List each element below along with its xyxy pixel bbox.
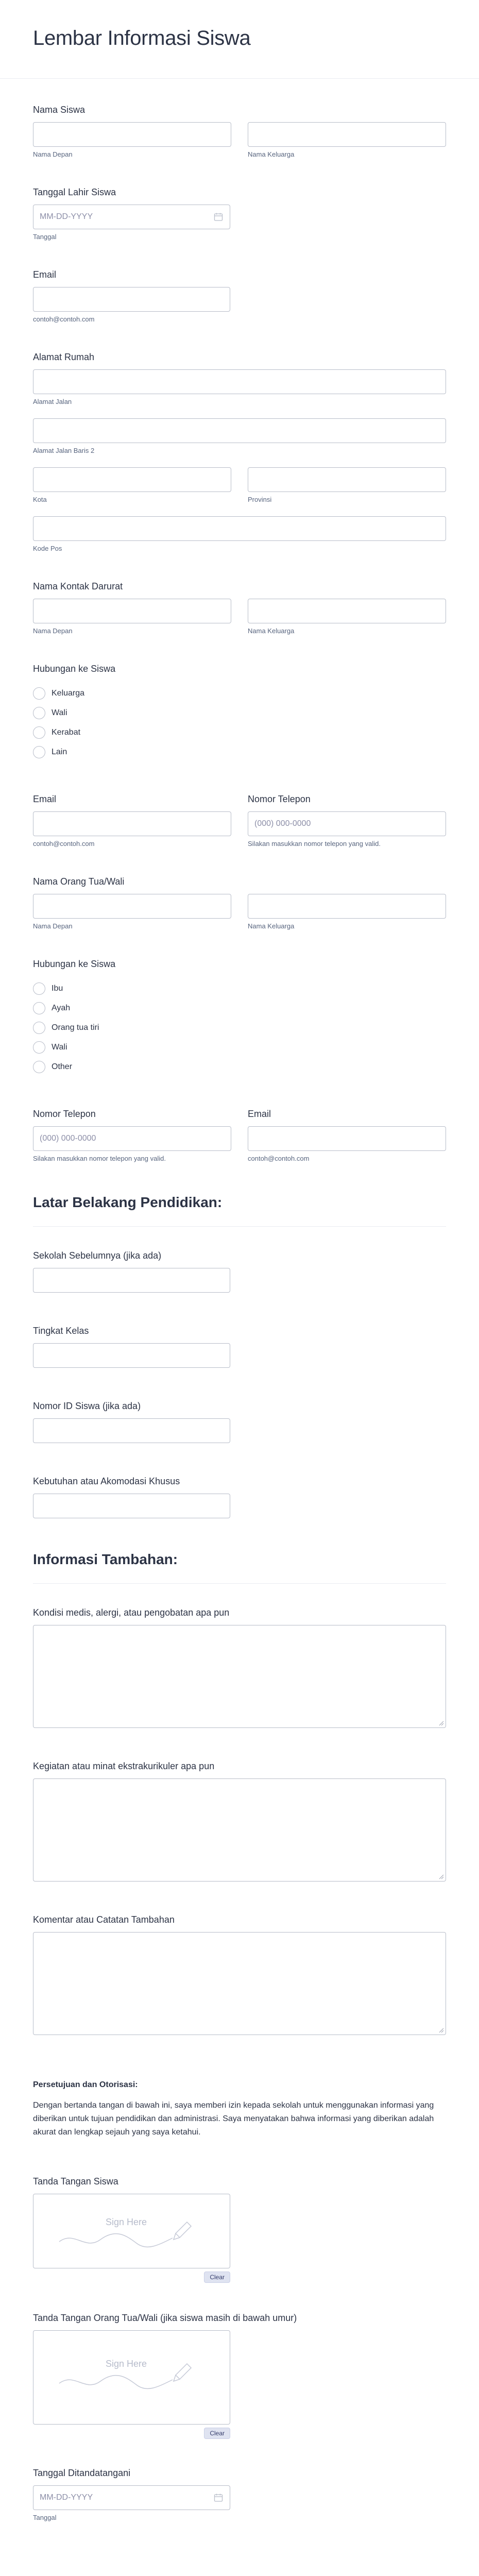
relation-option-kerabat[interactable] [33, 723, 446, 742]
street-address-line2-sublabel: Alamat Jalan Baris 2 [33, 447, 95, 454]
birth-date-label: Tanggal Lahir Siswa [33, 187, 116, 197]
medical-textarea[interactable] [33, 1625, 446, 1728]
emergency-contact-row [33, 794, 446, 848]
emergency-relation-label: Hubungan ke Siswa [33, 664, 116, 674]
special-needs-field [33, 1476, 446, 1518]
parent-option-ibu[interactable] [33, 979, 446, 998]
postal-code-input[interactable] [33, 516, 446, 541]
relation-option-lain[interactable] [33, 742, 446, 762]
parent-phone-label: Nomor Telepon [33, 1109, 96, 1119]
emergency-phone-label: Nomor Telepon [248, 794, 311, 804]
signed-date-field [33, 2468, 446, 2521]
parent-signature-field [33, 2313, 446, 2439]
radio-label: Other [52, 1062, 73, 1071]
additional-section-title: Informasi Tambahan: [33, 1551, 178, 1567]
student-id-label: Nomor ID Siswa (jika ada) [33, 1401, 141, 1411]
province-sublabel: Provinsi [248, 496, 272, 503]
section-divider [33, 1583, 446, 1584]
birth-date-field [33, 187, 446, 241]
pen-icon [174, 2364, 191, 2381]
relation-option-wali[interactable] [33, 703, 446, 723]
parent-signature-pad[interactable] [33, 2330, 230, 2425]
student-last-name-sublabel: Nama Keluarga [248, 150, 295, 158]
form-title: Lembar Informasi Siswa [33, 27, 251, 49]
parent-email-input[interactable] [248, 1126, 446, 1151]
street-address-input[interactable] [33, 369, 446, 394]
comments-label: Komentar atau Catatan Tambahan [33, 1914, 175, 1925]
signed-date-label: Tanggal Ditandatangani [33, 2468, 131, 2478]
emergency-contact-name-field [33, 581, 446, 635]
emergency-first-name-sublabel: Nama Depan [33, 627, 73, 635]
emergency-email-field [33, 794, 231, 848]
emergency-relation-field [33, 664, 446, 762]
signed-date-input[interactable] [33, 2485, 230, 2510]
activities-field [33, 1761, 446, 1882]
student-id-input[interactable] [33, 1418, 230, 1443]
calendar-icon[interactable] [214, 2493, 223, 2502]
special-needs-input[interactable] [33, 1494, 230, 1518]
consent-text: Dengan bertanda tangan di bawah ini, saya memberi izin kepada sekolah untuk menggunakan informasi yang diberikan untuk tujuan pendidikan dan administrasi. Saya menyatakan bahwa informasi yang diberikan adalah akurat dan lengkap sejauh yang saya ketahui. [33, 2101, 434, 2137]
education-section-header [33, 1194, 446, 1227]
parent-first-name-sublabel: Nama Depan [33, 922, 73, 930]
parent-last-name-sublabel: Nama Keluarga [248, 922, 295, 930]
medical-field [33, 1607, 446, 1728]
radio-label: Wali [52, 708, 67, 717]
parent-option-orang-tua-tiri[interactable] [33, 1018, 446, 1038]
clear-parent-signature-button[interactable]: Clear [204, 2428, 230, 2439]
radio-button[interactable] [33, 1061, 45, 1073]
resize-grip-icon[interactable] [438, 2027, 444, 2033]
parent-option-other[interactable] [33, 1057, 446, 1077]
relation-option-keluarga[interactable] [33, 684, 446, 703]
radio-label: Orang tua tiri [52, 1023, 99, 1032]
emergency-contact-name-label: Nama Kontak Darurat [33, 581, 123, 591]
medical-label: Kondisi medis, alergi, atau pengobatan apa pun [33, 1607, 230, 1618]
radio-label: Ibu [52, 984, 63, 993]
parent-email-sublabel: contoh@contoh.com [248, 1155, 310, 1162]
activities-label: Kegiatan atau minat ekstrakurikuler apa pun [33, 1761, 215, 1771]
radio-button[interactable] [33, 707, 45, 719]
resize-grip-icon[interactable] [438, 1873, 444, 1879]
parent-relation-field [33, 959, 446, 1077]
emergency-email-input[interactable] [33, 811, 231, 836]
section-divider [33, 1226, 446, 1227]
student-id-field [33, 1401, 446, 1443]
emergency-last-name-input[interactable] [248, 599, 446, 623]
radio-button[interactable] [33, 1041, 45, 1054]
postal-code-sublabel: Kode Pos [33, 545, 62, 552]
parent-email-field [248, 1109, 446, 1162]
additional-section-header [33, 1551, 446, 1584]
parent-contact-row [33, 1109, 446, 1162]
address-label: Alamat Rumah [33, 352, 95, 362]
clear-student-signature-button[interactable]: Clear [204, 2272, 230, 2283]
province-input[interactable] [248, 467, 446, 492]
consent-title: Persetujuan dan Otorisasi: [33, 2080, 138, 2089]
student-signature-pad[interactable] [33, 2194, 230, 2268]
emergency-phone-sublabel: Silakan masukkan nomor telepon yang valid. [248, 840, 381, 848]
activities-textarea[interactable] [33, 1778, 446, 1882]
city-input[interactable] [33, 467, 231, 492]
radio-button[interactable] [33, 982, 45, 995]
comments-textarea[interactable] [33, 1932, 446, 2035]
parent-option-ayah[interactable] [33, 998, 446, 1018]
parent-email-label: Email [248, 1109, 271, 1119]
radio-label: Kerabat [52, 728, 81, 737]
radio-label: Keluarga [52, 689, 85, 698]
special-needs-label: Kebutuhan atau Akomodasi Khusus [33, 1476, 180, 1486]
student-first-name-input[interactable] [33, 122, 231, 147]
student-signature-field [33, 2176, 446, 2283]
radio-button[interactable] [33, 1002, 45, 1014]
sign-here-hint: Sign Here [106, 2217, 147, 2227]
parent-phone-field [33, 1109, 231, 1162]
radio-label: Ayah [52, 1004, 71, 1012]
emergency-email-sublabel: contoh@contoh.com [33, 840, 95, 848]
radio-button[interactable] [33, 726, 45, 739]
grade-level-label: Tingkat Kelas [33, 1326, 89, 1336]
consent-block [33, 2080, 446, 2139]
radio-label: Lain [52, 748, 67, 756]
sign-here-hint: Sign Here [106, 2359, 147, 2369]
radio-label: Wali [52, 1043, 67, 1052]
emergency-phone-input[interactable] [248, 811, 446, 836]
radio-button[interactable] [33, 1022, 45, 1034]
student-name-label: Nama Siswa [33, 105, 85, 115]
street-address-line2-input[interactable] [33, 418, 446, 443]
parent-phone-sublabel: Silakan masukkan nomor telepon yang valid. [33, 1155, 166, 1162]
previous-school-field [33, 1250, 446, 1293]
previous-school-label: Sekolah Sebelumnya (jika ada) [33, 1250, 162, 1261]
emergency-phone-field [248, 794, 446, 848]
student-name-field [33, 105, 446, 158]
email-label: Email [33, 269, 57, 280]
emergency-email-label: Email [33, 794, 57, 804]
address-field [33, 352, 446, 552]
street-address-sublabel: Alamat Jalan [33, 398, 72, 405]
email-field [33, 269, 446, 323]
education-section-title: Latar Belakang Pendidikan: [33, 1194, 223, 1210]
resize-grip-icon[interactable] [438, 1720, 444, 1726]
signed-date-sublabel: Tanggal [33, 2514, 57, 2521]
email-input[interactable] [33, 287, 230, 312]
pen-icon [174, 2222, 191, 2240]
parent-name-field [33, 876, 446, 930]
comments-field [33, 1914, 446, 2035]
radio-button[interactable] [33, 746, 45, 758]
sign-here-illustration [54, 2210, 209, 2253]
grade-level-field [33, 1326, 446, 1368]
student-first-name-sublabel: Nama Depan [33, 150, 73, 158]
grade-level-input[interactable] [33, 1343, 230, 1368]
form-header [0, 0, 479, 79]
parent-first-name-input[interactable] [33, 894, 231, 919]
student-last-name-input[interactable] [248, 122, 446, 147]
student-signature-label: Tanda Tangan Siswa [33, 2176, 118, 2187]
parent-option-wali[interactable] [33, 1038, 446, 1057]
birth-date-sublabel: Tanggal [33, 233, 57, 241]
emergency-last-name-sublabel: Nama Keluarga [248, 627, 295, 635]
emergency-first-name-input[interactable] [33, 599, 231, 623]
parent-last-name-input[interactable] [248, 894, 446, 919]
parent-signature-label: Tanda Tangan Orang Tua/Wali (jika siswa masih di bawah umur) [33, 2313, 297, 2323]
calendar-icon[interactable] [214, 212, 223, 222]
parent-phone-input[interactable] [33, 1126, 231, 1151]
form-content [0, 105, 479, 2521]
radio-button[interactable] [33, 687, 45, 700]
sign-here-illustration [54, 2351, 209, 2408]
birth-date-input[interactable] [33, 205, 230, 229]
city-sublabel: Kota [33, 496, 47, 503]
parent-name-label: Nama Orang Tua/Wali [33, 876, 125, 887]
email-sublabel: contoh@contoh.com [33, 315, 95, 323]
parent-relation-label: Hubungan ke Siswa [33, 959, 116, 969]
previous-school-input[interactable] [33, 1268, 230, 1293]
